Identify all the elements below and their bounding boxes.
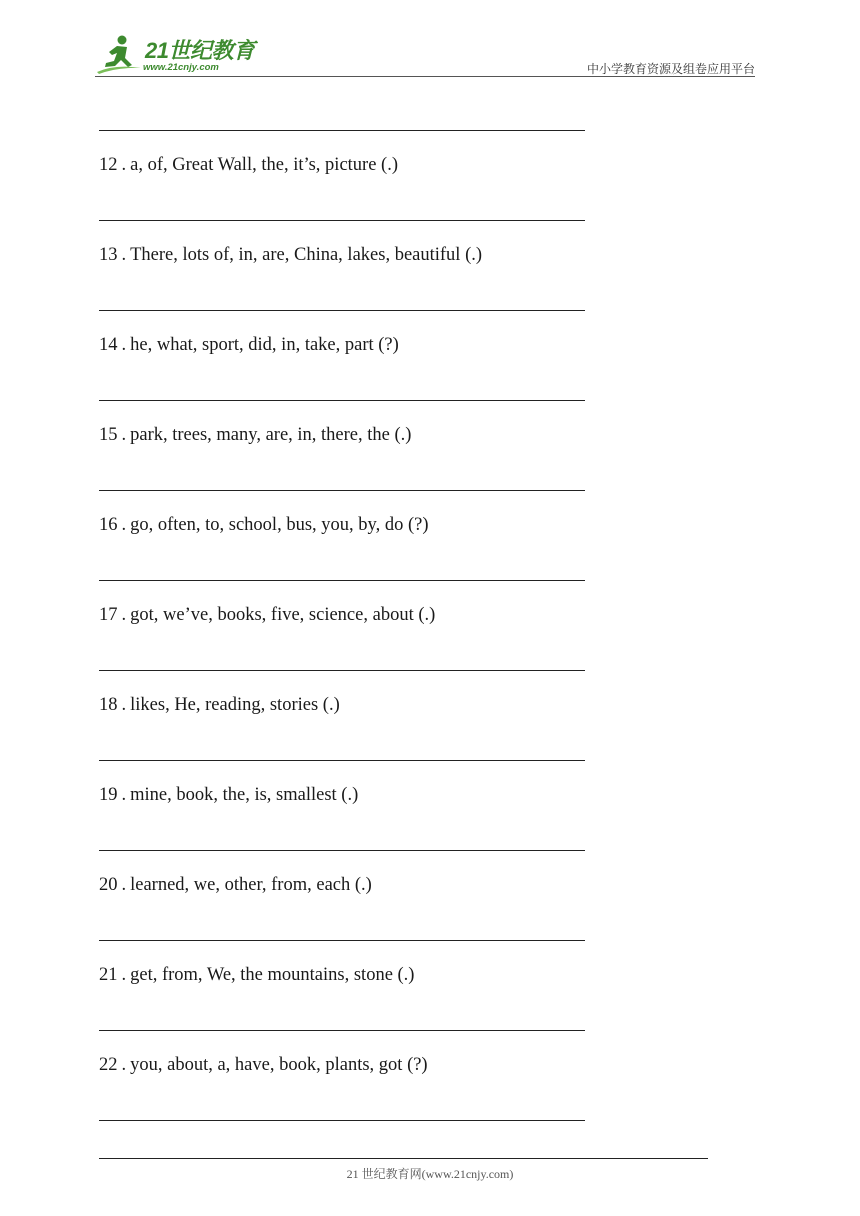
question-number: 17 [99, 605, 118, 625]
question-number: 20 [99, 875, 118, 895]
question-20: 20 . learned, we, other, from, each (.) [99, 875, 372, 895]
answer-line [99, 490, 585, 491]
answer-line [99, 670, 585, 671]
question-number: 18 [99, 695, 118, 715]
question-15: 15 . park, trees, many, are, in, there, the (.) [99, 425, 412, 445]
question-17: 17 . got, we’ve, books, five, science, about (.) [99, 605, 436, 625]
site-logo [95, 34, 265, 76]
question-text: get, from, We, the mountains, stone (.) [130, 965, 415, 985]
question-text: you, about, a, have, book, plants, got (?) [130, 1055, 428, 1075]
question-16: 16 . go, often, to, school, bus, you, by, do (?) [99, 515, 429, 535]
question-number: 14 [99, 335, 118, 355]
header-divider [95, 76, 755, 77]
answer-line [99, 130, 585, 131]
question-19: 19 . mine, book, the, is, smallest (.) [99, 785, 359, 805]
logo-title: 21世纪教育 [145, 38, 255, 63]
question-text: likes, He, reading, stories (.) [130, 695, 340, 715]
question-number: 15 [99, 425, 118, 445]
question-number: 21 [99, 965, 118, 985]
question-text: mine, book, the, is, smallest (.) [130, 785, 359, 805]
footer-divider [99, 1158, 708, 1159]
answer-line [99, 580, 585, 581]
platform-name: 中小学教育资源及组卷应用平台 [586, 62, 755, 76]
page-footer: 21 世纪教育网(www.21cnjy.com) [346, 1167, 514, 1181]
question-18: 18 . likes, He, reading, stories (.) [99, 695, 340, 715]
answer-line [99, 400, 585, 401]
question-text: he, what, sport, did, in, take, part (?) [130, 335, 399, 355]
question-text: learned, we, other, from, each (.) [130, 875, 372, 895]
question-14: 14 . he, what, sport, did, in, take, part (?) [99, 335, 399, 355]
answer-line [99, 310, 585, 311]
question-number: 16 [99, 515, 118, 535]
question-12: 12 . a, of, Great Wall, the, it’s, picture (.) [99, 155, 398, 175]
question-22: 22 . you, about, a, have, book, plants, got (?) [99, 1055, 428, 1075]
question-number: 12 [99, 155, 118, 175]
logo-url: www.21cnjy.com [143, 62, 219, 73]
answer-line [99, 220, 585, 221]
question-text: go, often, to, school, bus, you, by, do (?) [130, 515, 429, 535]
answer-line [99, 1120, 585, 1121]
question-text: There, lots of, in, are, China, lakes, beautiful (.) [130, 245, 483, 265]
question-number: 19 [99, 785, 118, 805]
answer-line [99, 760, 585, 761]
answer-line [99, 940, 585, 941]
question-13: 13 . There, lots of, in, are, China, lakes, beautiful (.) [99, 245, 483, 265]
answer-line [99, 1030, 585, 1031]
question-number: 22 [99, 1055, 118, 1075]
question-text: a, of, Great Wall, the, it’s, picture (.) [130, 155, 398, 175]
question-number: 13 [99, 245, 118, 265]
runner-logo-icon [95, 34, 145, 76]
question-text: park, trees, many, are, in, there, the (.) [130, 425, 412, 445]
page-header [95, 30, 755, 78]
question-text: got, we’ve, books, five, science, about (.) [130, 605, 436, 625]
answer-line [99, 850, 585, 851]
question-21: 21 . get, from, We, the mountains, stone (.) [99, 965, 415, 985]
